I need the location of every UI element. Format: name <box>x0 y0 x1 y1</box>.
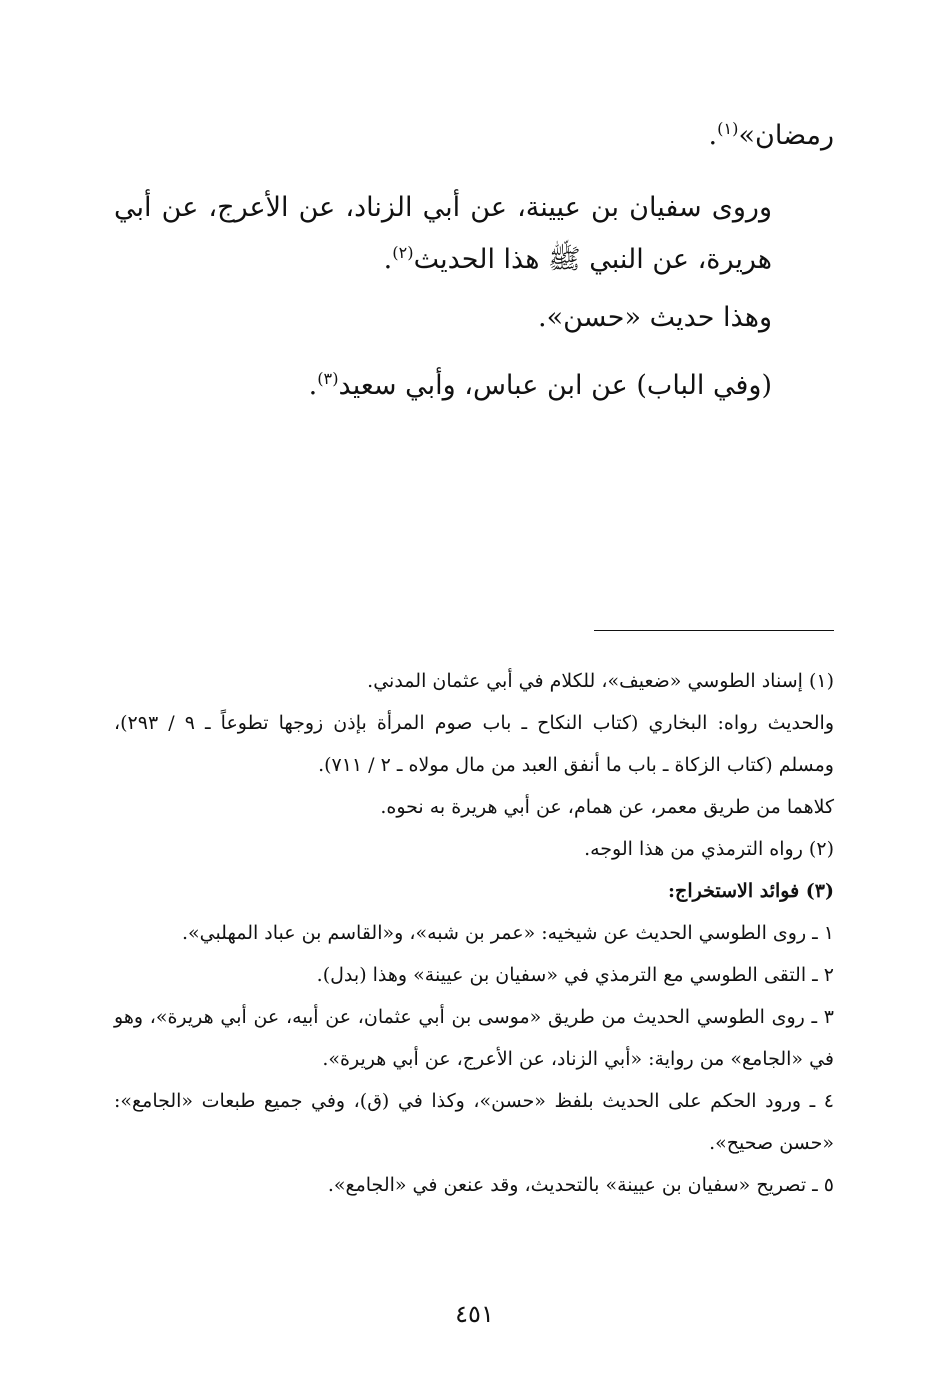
footnote-3-title: (٣) فوائد الاستخراج: <box>668 880 834 902</box>
footnote-ref-1: (١) <box>717 119 739 138</box>
footnote-3-item-5: ٥ ـ تصريح «سفيان بن عيينة» بالتحديث، وقد عنعن في «الجامع». <box>327 1174 834 1196</box>
footnote-1: (١) إسناد الطوسي «ضعيف»، للكلام في أبي عثمان المدني. <box>367 670 834 692</box>
footnote-ref-2: (٢) <box>392 243 414 262</box>
footnotes <box>114 660 834 1206</box>
main-paragraph-4: (وفي الباب) عن ابن عباس، وأبي سعيد$^{(٣)}$. <box>308 369 772 401</box>
main-paragraph-3: وهذا حديث «حسن». <box>538 302 772 333</box>
main-paragraph-2: وروى سفيان بن عيينة، عن أبي الزناد، عن الأعرج، عن أبي هريرة، عن النبي ﷺ هذا الحديث$^{(٢)}$. <box>114 192 772 275</box>
footnote-3-item-2: ٢ ـ التقى الطوسي مع الترمذي في «سفيان بن عيينة» وهذا (بدل). <box>316 964 834 986</box>
footnote-2: (٢) رواه الترمذي من هذا الوجه. <box>584 838 834 860</box>
main-line-1: رمضان»$^{(١)}$. <box>708 119 834 151</box>
page-number: ٤٥١ <box>455 1300 494 1328</box>
footnote-3-item-3: ٣ ـ روى الطوسي الحديث من طريق «موسى بن أبي عثمان، عن أبيه، عن أبي هريرة»، وهو في «الجامع» من رواية: «أبي الزناد، عن الأعرج، عن أبي هريرة». <box>114 1006 834 1070</box>
footnote-ref-3: (٣) <box>317 369 339 388</box>
footnote-1-note: كلاهما من طريق معمر، عن همام، عن أبي هريرة به نحوه. <box>380 796 834 818</box>
footnote-3-item-4: ٤ ـ ورود الحكم على الحديث بلفظ «حسن»، وكذا في (ق)، وفي جميع طبعات «الجامع»: «حسن صحيح». <box>114 1090 834 1154</box>
footnote-divider <box>594 630 834 631</box>
footnote-3-item-1: ١ ـ روى الطوسي الحديث عن شيخيه: «عمر بن شبه»، و«القاسم بن عباد المهلبي». <box>181 922 834 944</box>
footnote-1-sources: والحديث رواه: البخاري (كتاب النكاح ـ باب صوم المرأة بإذن زوجها تطوعاً ـ ٩ / ٢٩٣)، ومسلم (كتاب الزكاة ـ باب ما أنفق العبد من مال مولاه ـ ٢ / ٧١١). <box>114 712 834 776</box>
main-text <box>114 110 834 162</box>
